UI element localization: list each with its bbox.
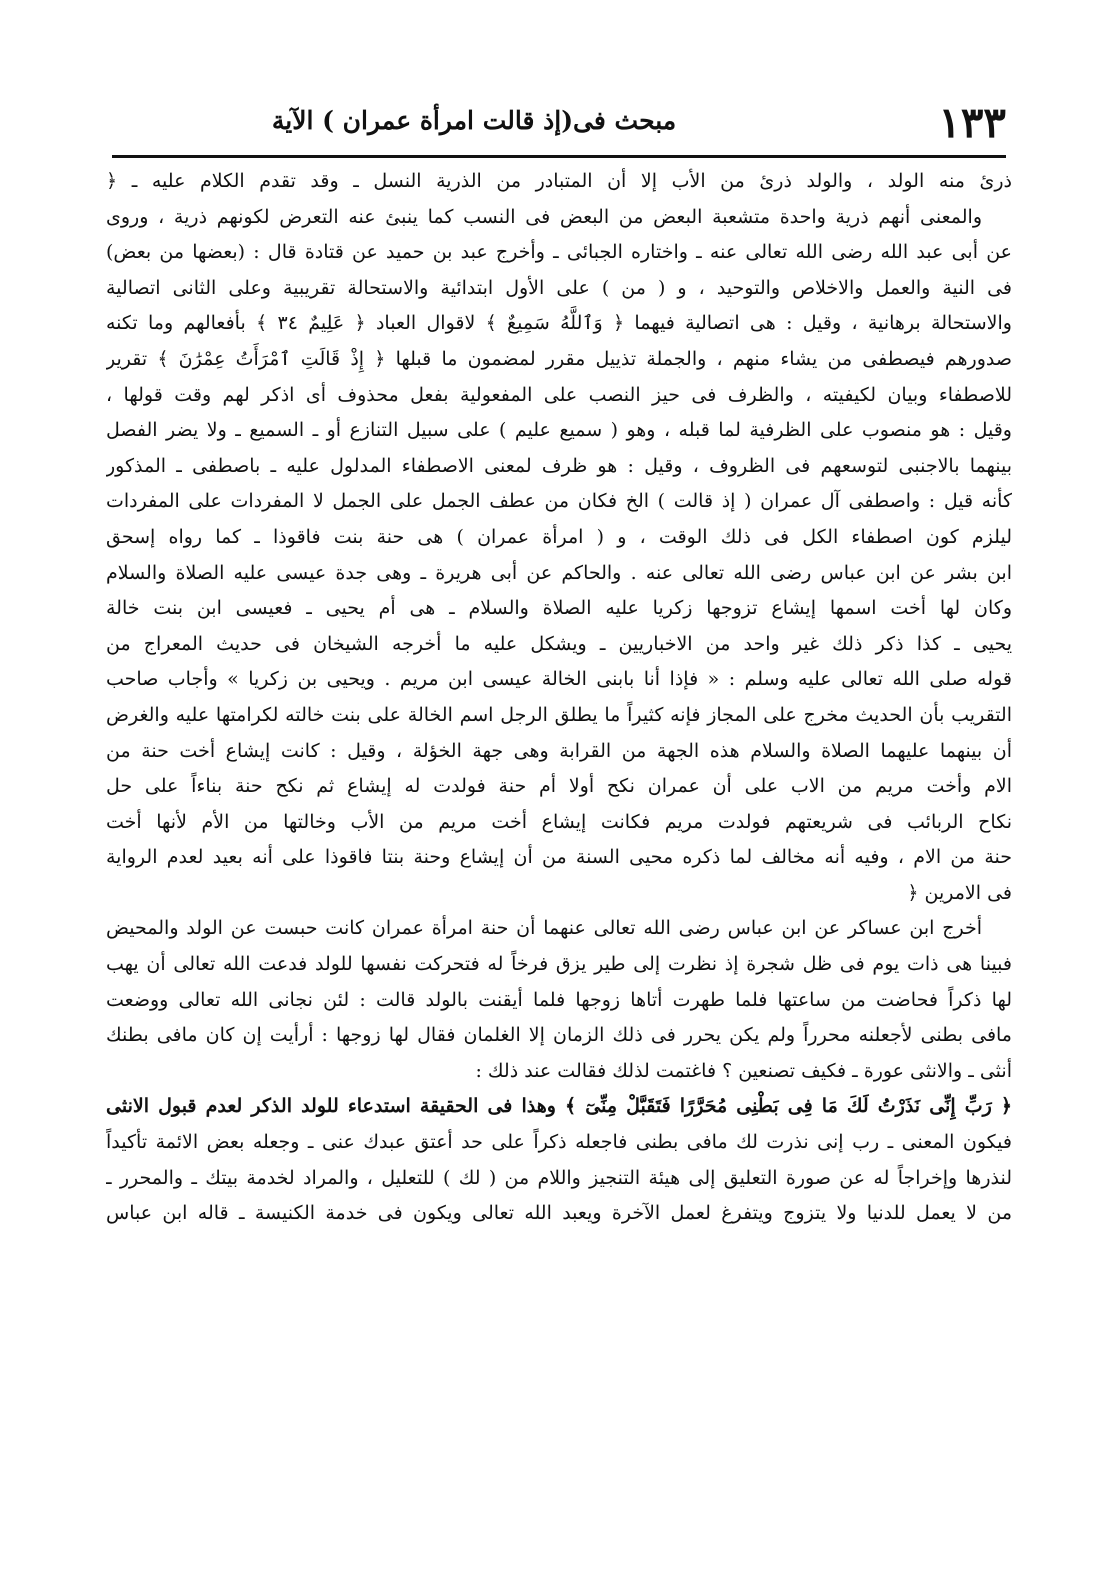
text-line: كأنه قيل : واصطفى آل عمران ( إذ قالت ) الخ فكان من عطف الجمل على الجمل لا المفردات على المفردات xyxy=(106,490,1012,513)
text-line: صدورهم فيصطفى من يشاء منهم ، والجملة تذييل مقرر لمضمون ما قبلها ﴿ إِذْ قَالَتِ ٱمْرَأَتُ عِمْرَٰنَ ﴾ تقرير xyxy=(106,347,1012,370)
text-line: والاستحالة برهانية ، وقيل : هى اتصالية فيهما ﴿ وَٱللَّهُ سَمِيعٌ ﴾ لاقوال العباد ﴿ عَلِيمٌ ٣٤ ﴾ بأفعالهم وما تكنه xyxy=(106,312,1012,335)
text-line: ليلزم كون اصطفاء الكل فى ذلك الوقت ، و ( امرأة عمران ) هى حنة بنت فاقوذا ـ كما رواه إسحق xyxy=(106,525,1012,548)
running-head: مبحث فى(إذ قالت امرأة عمران ) الآية xyxy=(271,106,677,135)
text-line: أنثى ـ والانثى عورة ـ فكيف تصنعين ؟ فاغتمت لذلك فقالت عند ذلك : xyxy=(475,1059,1012,1082)
text-line: أن بينهما عليهما الصلاة والسلام هذه الجهة من القرابة وهى جهة الخؤلة ، وقيل : كانت إيشاع أخت حنة من xyxy=(106,739,1012,762)
header-rule xyxy=(112,155,1006,158)
text-line: عن أبى عبد الله رضى الله تعالى عنه ـ واختاره الجبائى ـ وأخرج عبد بن حميد عن قتادة قال : (بعضها من بعض) xyxy=(106,241,1012,264)
text-line: وقيل : هو منصوب على الظرفية لما قبله ، وهو ( سميع عليم ) على سبيل التنازع أو ـ السميع ـ ولا يضر الفصل xyxy=(106,419,1012,442)
text-line: فيكون المعنى ـ رب إنى نذرت لك مافى بطنى فاجعله ذكراً على حد أعتق عبدك عنى ـ وجعله بعض الائمة تأكيداً xyxy=(106,1131,1012,1154)
page-header xyxy=(112,96,1006,154)
text-line: التقريب بأن الحديث مخرج على المجاز فإنه كثيراً ما يطلق الرجل اسم الخالة على بنت خالته لكرامتها عليه والغرض xyxy=(106,703,1012,726)
text-line: حنة من الام ، وفيه أنه مخالف لما ذكره محيى السنة من أن إيشاع وحنة بنتا فاقوذا على أنه بعيد لعدم الرواية xyxy=(106,846,1012,869)
page-number: ١٣٣ xyxy=(938,98,1006,147)
body-text xyxy=(106,164,1012,1232)
text-line: الام وأخت مريم من الاب على أن عمران نكح أولا أم حنة فولدت له إيشاع ثم نكح حنة بناءاً على حل xyxy=(106,775,1012,798)
text-line: والمعنى أنهم ذرية واحدة متشعبة البعض من البعض فى النسب كما ينبئ عنه التعرض لكونهم ذرية ، وروى xyxy=(106,205,982,228)
text-line: يحيى ـ كذا ذكر ذلك غير واحد من الاخباريين ـ ويشكل عليه ما أخرجه الشيخان فى حديث المعراج من xyxy=(106,632,1012,655)
text-line: ابن بشر عن ابن عباس رضى الله تعالى عنه . والحاكم عن أبى هريرة ـ وهى جدة عيسى عليه الصلاة والسلام xyxy=(106,561,1012,584)
text-line: لها ذكراً فحاضت من ساعتها فلما طهرت أتاها زوجها فلما أيقنت بالولد قالت : لئن نجانى الله تعالى ووضعت xyxy=(106,988,1012,1011)
text-line: فى الامرين ﴿ xyxy=(907,881,1012,904)
text-line: أخرج ابن عساكر عن ابن عباس رضى الله تعالى عنهما أن حنة امرأة عمران كانت حبست عن الولد والمحيض xyxy=(106,917,982,940)
text-line: مافى بطنى لأجعلنه محرراً ولم يكن يحرر فى ذلك الزمان إلا الغلمان فقال لها زوجها : أرأيت إن كان مافى بطنك xyxy=(106,1024,1012,1047)
text-line: قوله صلى الله تعالى عليه وسلم : « فإذا أنا بابنى الخالة عيسى ابن مريم . ويحيى بن زكريا » وأجاب صاحب xyxy=(106,668,1012,691)
text-line: نكاح الربائب فى شريعتهم فولدت مريم فكانت إيشاع أخت مريم من الأب وخالتها من الأم لأنها أخت xyxy=(106,810,1012,833)
text-line: من لا يعمل للدنيا ولا يتزوج ويتفرغ لعمل الآخرة ويعبد الله تعالى ويكون فى خدمة الكنيسة ـ قاله ابن عباس xyxy=(106,1202,1012,1225)
text-line: للاصطفاء وبيان لكيفيته ، والظرف فى حيز النصب على المفعولية بفعل محذوف أى اذكر لهم وقت قولها ، xyxy=(106,383,1012,406)
text-line: ذرئ منه الولد ، والولد ذرئ من الأب إلا أن المتبادر من الذرية النسل ـ وقد تقدم الكلام عليه ـ ﴿ xyxy=(106,170,1012,192)
text-line: ﴿ رَبِّ إِنِّى نَذَرْتُ لَكَ مَا فِى بَطْنِى مُحَرَّرًا فَتَقَبَّلْ مِنِّىٓ ﴾ وهذا فى الحقيقة استدعاء للولد الذكر لعدم قبول الانثى xyxy=(106,1095,1012,1118)
text-line: بينهما بالاجنبى لتوسعهم فى الظروف ، وقيل : هو ظرف لمعنى الاصطفاء المدلول عليه ـ باصطفى ـ المذكور xyxy=(106,454,1012,477)
text-line: فى النية والعمل والاخلاص والتوحيد ، و ( من ) على الأول ابتدائية والاستحالة تقريبية وعلى الثانى اتصالية xyxy=(106,276,1012,299)
text-line: فبينا هى ذات يوم فى ظل شجرة إذ نظرت إلى طير يزق فرخاً له فتحركت نفسها للولد فدعت الله تعالى أن يهب xyxy=(106,953,1012,976)
text-line: لنذرها وإخراجاً له عن صورة التعليق إلى هيئة التنجيز واللام من ( لك ) للتعليل ، والمراد لخدمة بيتك ـ والمحرر ـ xyxy=(106,1166,1012,1189)
text-line: وكان لها أخت اسمها إيشاع تزوجها زكريا عليه الصلاة والسلام ـ هى أم يحيى ـ فعيسى ابن بنت خالة xyxy=(106,597,1012,620)
